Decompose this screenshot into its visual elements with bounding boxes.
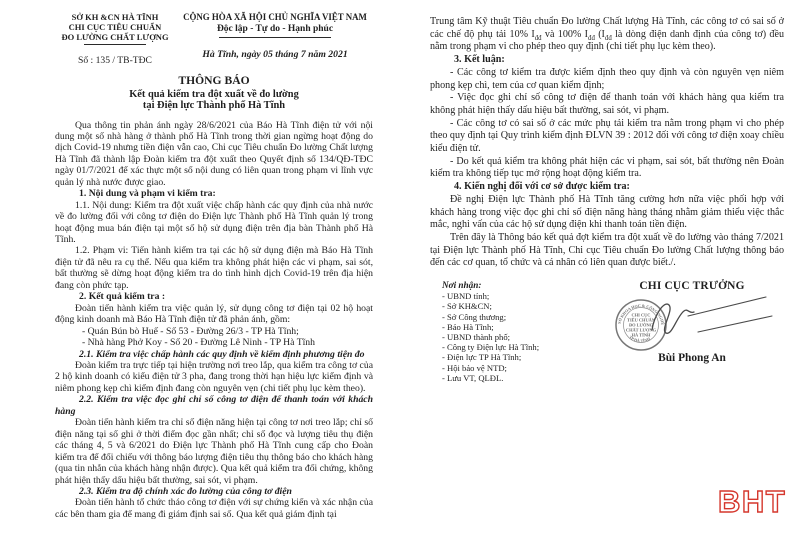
document-title-block <box>55 75 373 112</box>
document-page-left <box>55 12 373 520</box>
document-subtitle-1: Kết quả kiểm tra đột xuất về đo lường <box>129 88 299 100</box>
paragraph-continuation <box>430 16 784 54</box>
conclusion-item-3: - Các công tơ có sai số ở các mức phụ tải kiểm tra nằm trong phạm vi cho phép theo quy định tại Quy trình kiểm định ĐLVN 39 : 2012 đối với công tơ điện xoay chiều kiểu điện tử. <box>430 117 784 155</box>
paragraph-2-2: Đoàn tiến hành kiểm tra chỉ số điện năng hiện tại công tơ nơi treo lắp; chỉ số điện năng tại số ghi ở thời điểm đọc gần nhất; chỉ số đọc và lượng tiêu thụ điện các tháng 4, 5 và 6/2021 do Điện lực Thành phố Hà Tĩnh cung cấp cho Đoàn kiểm tra để đối chiếu với thông báo lượng điện tiêu thụ thông báo cho khách hàng (qua tin nhắn của khách hàng nhận được). Qua kết quả kiểm tra đối chứng, không phát hiện thấy dấu hiệu bất thường, sai sót, vi phạm. <box>55 417 373 486</box>
org-underline <box>84 44 146 45</box>
paragraph-intro: Qua thông tin phản ánh ngày 28/6/2021 của Báo Hà Tĩnh điện tử với nội dung một số nhà hàng ở thành phố Hà Tĩnh trong thời gian ngừng hoạt động do dịch Covid-19 nhưng tiền điện vẫn cao, Chi cục Tiêu chuẩn Đo lường Chất lượng Hà Tĩnh đã thành lập Đoàn kiểm tra đột xuất theo Quyết định số 134/QĐ-TĐC ngày 01/7/2021 để xác thực một số nội dung có liên quan trong phạm vi lĩnh vực quản lý nhà nước được giao. <box>55 119 373 188</box>
recipient-item: - Điện lực TP Hà Tĩnh; <box>442 352 522 363</box>
document-header <box>55 12 373 66</box>
stamp-ring-top-text: SỞ KHOA HỌC & CÔNG NGHỆ <box>616 303 666 326</box>
paragraph-2-intro: Đoàn tiến hành kiểm tra việc quản lý, sử dụng công tơ điện tại 02 hộ hoạt động kinh doanh mà Báo Hà Tĩnh điện tử đã phản ánh, gồm: <box>55 302 373 326</box>
stamp-center-line-2: TIÊU CHUẨN <box>627 317 655 323</box>
paragraph-2-1: Đoàn kiểm tra trực tiếp tại hiện trường nơi treo lắp, qua kiểm tra công tơ của 2 hộ kinh doanh có kiểu điện tử 3 pha, đang trong thời hạn hiệu lực kiểm định và niêm phong kẹp chì kiểm định đang còn nguyên vẹn (chi tiết phụ lục kèm theo). <box>55 360 373 394</box>
document-page-right <box>430 16 784 390</box>
continuation-segment-3: (I <box>594 28 605 40</box>
recipient-item: - Sở Công thương; <box>442 311 507 322</box>
conclusion-item-4: - Do kết quả kiểm tra không phát hiện các vi phạm, sai sót, bất thường nên Đoàn kiểm tra không tiếp tục mở rộng hoạt động kiểm tra. <box>430 155 784 180</box>
signer-title: CHI CỤC TRƯỞNG <box>639 280 745 293</box>
inspected-site-item-2: - Nhà hàng Phở Koy - Số 20 - Đường Lê Ninh - TP Hà Tĩnh <box>82 337 315 349</box>
bht-logo-text: BHT <box>718 484 787 519</box>
signer-name: Bùi Phong An <box>658 352 726 365</box>
section-heading-4: 4. Kiến nghị đối với cơ sở được kiểm tra: <box>454 181 630 193</box>
recipient-item: - UBND thành phố; <box>442 332 511 343</box>
recipient-item: - Sở KH&CN; <box>442 301 492 312</box>
document-number: Số : 135 / TB-TĐC <box>78 55 152 66</box>
national-name-line: CỘNG HÒA XÃ HỘI CHỦ NGHĨA VIỆT NAM <box>183 12 367 22</box>
paragraph-1-1: 1.1. Nội dung: Kiểm tra đột xuất việc chấp hành các quy định của nhà nước về đo lường đối với công tơ điện do Điện lực Thành phố Hà Tĩnh quản lý trong hoạt động mua bán điện tại một số hộ sử dụng điện trên địa bàn Thành phố Hà Tĩnh. <box>55 199 373 246</box>
continuation-segment-4: là dòng điện danh định của công tơ) đều nằm trong phạm vi cho phép theo quy định (chi tiết phụ lục kèm theo). <box>430 28 784 53</box>
subsection-heading-2-2: 2.2. Kiểm tra việc đọc ghi chỉ số công tơ điện để thanh toán với khách hàng <box>55 394 373 417</box>
paragraph-1-2: 1.2. Phạm vi: Tiến hành kiểm tra tại các hộ sử dụng điện mà Báo Hà Tĩnh điện tử đã nêu ra cụ thể. Nếu qua kiểm tra không phát hiện các vi phạm, sai sót, bất thường sẽ dừng hoạt động kiểm tra do tình hình dịch Covid-19 trên địa hiện đang còn phức tạp. <box>55 245 373 291</box>
continuation-segment-1: Trung tâm Kỹ thuật Tiêu chuẩn Đo lường Chất lượng Hà Tĩnh, các công tơ có sai số ở các chế độ phụ tải 10% I <box>430 16 784 40</box>
right-column-body <box>430 16 784 270</box>
section-heading-2: 2. Kết quả kiểm tra : <box>79 291 166 303</box>
subsection-heading-2-1: 2.1. Kiểm tra việc chấp hành các quy định về kiểm định phương tiện đo <box>79 348 365 360</box>
paragraph-2-3: Đoàn tiến hành tổ chức tháo công tơ điện với sự chứng kiến và xác nhận của các bên tham gia để mang đi giám định sai số. Qua kết quả giám định tại <box>55 497 373 520</box>
section-heading-1: 1. Nội dung và phạm vi kiểm tra: <box>79 188 216 200</box>
subscript-idd-3: đđ <box>604 34 612 42</box>
conclusion-item-1: - Các công tơ kiểm tra được kiểm định theo quy định và còn nguyên vẹn niêm phong kẹp chì, tem của cơ quan kiểm định; <box>430 66 784 91</box>
stamp-center-line-5: HÀ TĨNH <box>631 332 651 338</box>
recipient-item: - Báo Hà Tĩnh; <box>442 321 494 332</box>
section-heading-3: 3. Kết luận: <box>454 54 505 66</box>
stamp-ring-bottom-text: TP HÀ TĨNH <box>628 334 651 344</box>
stamp-center-line-3: ĐO LƯỜNG <box>628 322 654 328</box>
conclusion-item-2: - Việc đọc ghi chỉ số công tơ điện để thanh toán với khách hàng qua kiểm tra không phát hiện thấy dấu hiệu bất thường, sai sót, vi phạm. <box>430 92 784 116</box>
stamp-center-line-1: CHI CỤC <box>631 312 651 318</box>
inspected-site-item-1: - Quán Bún bò Huế - Số 53 - Đường 26/3 - TP Hà Tĩnh; <box>82 325 299 337</box>
recipient-item: - Công ty Điện lực Hà Tĩnh; <box>442 342 540 353</box>
subscript-idd-1: đđ <box>534 34 542 42</box>
subscript-idd-2: đđ <box>588 34 595 42</box>
recipient-item: - Hội bảo vệ NTD; <box>442 362 507 373</box>
handwritten-signature-icon <box>640 286 778 353</box>
org-name-line-3: ĐO LƯỜNG CHẤT LƯỢNG <box>61 32 169 42</box>
motto-underline <box>219 37 331 38</box>
org-name-line-1: SỞ KH &CN HÀ TĨNH <box>71 12 159 22</box>
recipient-item: - UBND tỉnh; <box>442 291 490 302</box>
stamp-center-line-4: CHẤT LƯỢNG <box>625 327 657 333</box>
paragraph-closing: Trên đây là Thông báo kết quả đợt kiểm tra đột xuất về đo lường vào tháng 7/2021 tại Điện lực Thành phố Hà Tĩnh, Chi cục Tiêu chuẩn Đo lường Chất lượng thông báo đến các cơ quan, tổ chức và cá nhân có liên quan được biết./. <box>430 231 784 269</box>
document-subtitle-2: tại Điện lực Thành phố Hà Tĩnh <box>142 100 286 111</box>
issuing-org-block <box>55 12 175 66</box>
bht-newspaper-logo-icon <box>716 478 794 529</box>
document-title: THÔNG BÁO <box>178 74 250 87</box>
national-motto-line: Độc lập - Tự do - Hạnh phúc <box>216 23 334 34</box>
continuation-segment-2: và 100% I <box>541 28 589 40</box>
recipients-block <box>442 280 600 390</box>
recipients-title: Nơi nhận: <box>442 280 482 291</box>
org-name-line-2: CHI CỤC TIÊU CHUẨN <box>68 22 162 32</box>
subsection-heading-2-3: 2.3. Kiểm tra độ chính xác đo lường của công tơ điện <box>79 486 292 497</box>
recipient-item: - Lưu VT, QLĐL. <box>442 372 504 383</box>
national-header-block <box>177 12 373 60</box>
left-column-body <box>55 120 373 521</box>
issue-date-line: Hà Tĩnh, ngày 05 tháng 7 năm 2021 <box>202 48 348 60</box>
paragraph-recommendation: Đề nghị Điện lực Thành phố Hà Tĩnh tăng cường hơn nữa việc phối hợp với khách hàng trong việc đọc ghi chỉ số điện năng hàng tháng nhằm giảm thiểu việc thắc mắc, nghi vấn của các hộ sử dụng điện khi thanh toán tiền điện. <box>430 193 784 231</box>
document-footer <box>430 280 784 390</box>
signature-block <box>600 280 784 390</box>
